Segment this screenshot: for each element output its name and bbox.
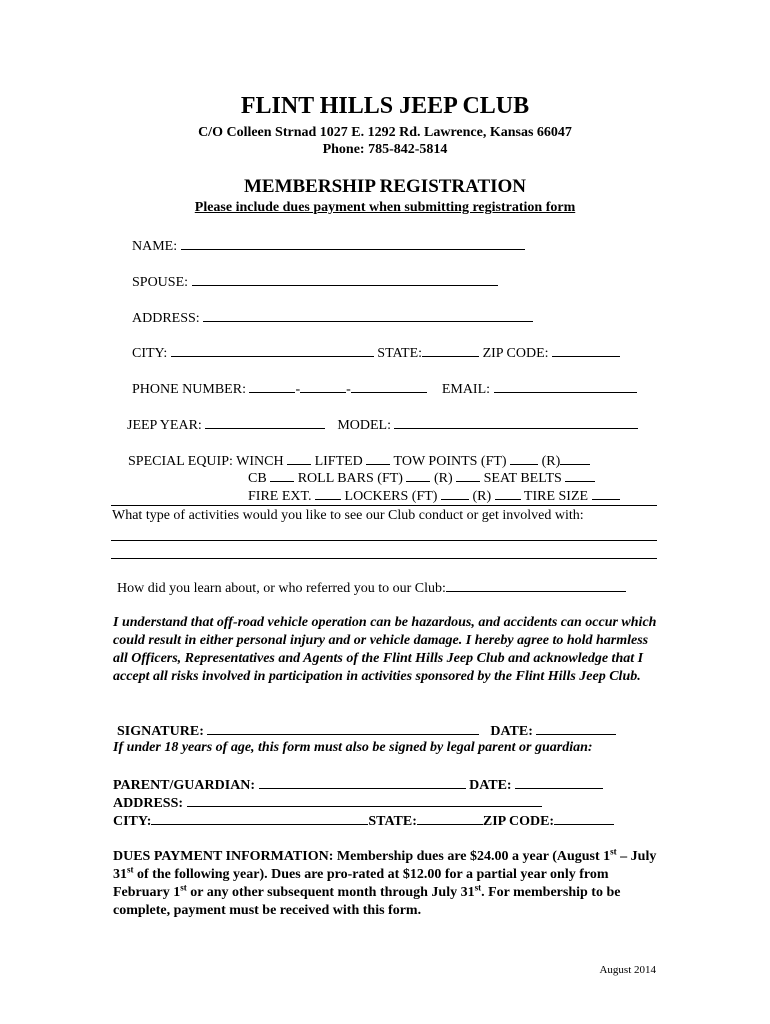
- guardian-state-label: STATE:: [368, 814, 417, 829]
- winch-label: WINCH: [236, 454, 284, 469]
- city-blank[interactable]: [171, 344, 374, 357]
- signature-label: SIGNATURE:: [117, 724, 204, 739]
- section-divider: [111, 505, 657, 506]
- model-blank[interactable]: [394, 416, 638, 429]
- spouse-row: [132, 273, 498, 291]
- minor-note: If under 18 years of age, this form must also be signed by legal parent or guardian:: [113, 740, 593, 755]
- club-phone: Phone: 785-842-5814: [322, 142, 448, 157]
- tow-points-rear-blank[interactable]: [560, 452, 590, 465]
- tire-size-label: TIRE SIZE: [523, 489, 589, 504]
- roll-bars-rear-blank[interactable]: [456, 469, 480, 482]
- jeep-year-blank[interactable]: [205, 416, 325, 429]
- guardian-blank[interactable]: [259, 776, 466, 789]
- phone-row: [132, 380, 637, 398]
- winch-blank[interactable]: [287, 452, 311, 465]
- lockers-rear-blank[interactable]: [495, 487, 521, 500]
- address-label: ADDRESS:: [132, 311, 200, 326]
- dues-text: or any other subsequent month through July 31: [186, 885, 475, 900]
- state-blank[interactable]: [422, 344, 479, 357]
- roll-bars-label: ROLL BARS (FT): [297, 471, 403, 486]
- jeep-row: [127, 416, 638, 434]
- name-blank[interactable]: [181, 237, 525, 250]
- form-title: MEMBERSHIP REGISTRATION: [243, 176, 527, 197]
- phone-line-blank[interactable]: [351, 380, 427, 393]
- lockers-front-blank[interactable]: [441, 487, 469, 500]
- guardian-zip-label: ZIP CODE:: [482, 814, 555, 829]
- equip-label: SPECIAL EQUIP:: [128, 454, 233, 469]
- guardian-address-blank[interactable]: [187, 794, 542, 807]
- referral-blank[interactable]: [446, 579, 626, 592]
- address-blank[interactable]: [203, 309, 533, 322]
- dues-text: – July 31: [113, 849, 657, 882]
- guardian-date-blank[interactable]: [515, 776, 603, 789]
- ordinal-suffix: st: [127, 864, 134, 875]
- zip-label: ZIP CODE:: [482, 346, 549, 361]
- guardian-row: [113, 776, 603, 794]
- guardian-date-label: DATE:: [469, 778, 512, 793]
- rear-label: (R): [472, 489, 492, 504]
- guardian-label: PARENT/GUARDIAN:: [113, 778, 256, 793]
- club-title: FLINT HILLS JEEP CLUB: [240, 93, 530, 119]
- city-label: CITY:: [132, 346, 168, 361]
- guardian-city-row: [113, 812, 614, 830]
- zip-blank[interactable]: [552, 344, 620, 357]
- lockers-label: LOCKERS (FT): [344, 489, 438, 504]
- dues-text: Membership dues are $24.00 a year (August 1: [336, 849, 611, 864]
- name-row: [132, 237, 525, 255]
- phone-area-blank[interactable]: [249, 380, 295, 393]
- jeep-year-label: JEEP YEAR:: [127, 418, 202, 433]
- model-label: MODEL:: [337, 418, 391, 433]
- signature-date-label: DATE:: [490, 724, 533, 739]
- guardian-state-blank[interactable]: [417, 812, 483, 825]
- ordinal-suffix: st: [474, 882, 482, 893]
- rear-label: (R): [433, 471, 453, 486]
- tow-points-front-blank[interactable]: [510, 452, 538, 465]
- dues-text: of the following year). Dues are pro-rated at $12.00 for a partial year only from February 1: [113, 867, 609, 900]
- guardian-city-label: CITY:: [113, 814, 152, 829]
- rear-label: (R): [541, 454, 561, 469]
- phone-separator: -: [295, 382, 301, 397]
- spouse-blank[interactable]: [192, 273, 498, 286]
- activities-line-2[interactable]: [111, 558, 657, 559]
- equip-row-3: [248, 487, 620, 505]
- signature-date-blank[interactable]: [536, 722, 616, 735]
- signature-row: [117, 722, 616, 740]
- guardian-zip-blank[interactable]: [554, 812, 614, 825]
- guardian-address-row: [113, 794, 542, 812]
- fire-ext-label: FIRE EXT.: [248, 489, 312, 504]
- phone-separator: -: [346, 382, 351, 397]
- dues-info: [113, 848, 658, 920]
- activities-question: What type of activities would you like to see our Club conduct or get involved with:: [112, 508, 584, 523]
- dues-text: . For membership to be complete, payment must be received with this form.: [113, 885, 621, 918]
- revision-date: August 2014: [599, 964, 656, 976]
- tire-size-blank[interactable]: [592, 487, 620, 500]
- ordinal-suffix: st: [610, 846, 617, 857]
- signature-blank[interactable]: [207, 722, 479, 735]
- state-label: STATE:: [377, 346, 423, 361]
- seat-belts-blank[interactable]: [565, 469, 595, 482]
- lifted-label: LIFTED: [314, 454, 363, 469]
- referral-row: [117, 579, 626, 597]
- club-address: C/O Colleen Strnad 1027 E. 1292 Rd. Lawrence, Kansas 66047: [198, 125, 572, 140]
- equip-row-2: [248, 469, 595, 487]
- dues-label: DUES PAYMENT INFORMATION:: [113, 849, 334, 864]
- address-row: [132, 309, 533, 327]
- guardian-city-blank[interactable]: [151, 812, 368, 825]
- roll-bars-front-blank[interactable]: [406, 469, 430, 482]
- lifted-blank[interactable]: [366, 452, 390, 465]
- name-label: NAME:: [132, 239, 178, 254]
- phone-prefix-blank[interactable]: [300, 380, 346, 393]
- waiver-text: I understand that off-road vehicle operation can be hazardous, and accidents can occur which could result in either personal injury and or vehicle damage. I hereby agree to hold harmless all Officers, Representatives and Agents of the Flint Hills Jeep Club and acknowledge that I accept all risks involved in participation in activities sponsored by the Flint Hills Jeep Club.: [113, 615, 657, 684]
- email-label: EMAIL:: [441, 382, 491, 397]
- seat-belts-label: SEAT BELTS: [483, 471, 562, 486]
- guardian-address-label: ADDRESS:: [113, 796, 184, 811]
- email-blank[interactable]: [494, 380, 637, 393]
- cb-blank[interactable]: [270, 469, 294, 482]
- cb-label: CB: [248, 471, 267, 486]
- phone-label: PHONE NUMBER:: [132, 382, 246, 397]
- spouse-label: SPOUSE:: [132, 275, 189, 290]
- tow-points-label: TOW POINTS (FT): [393, 454, 507, 469]
- referral-question: How did you learn about, or who referred you to our Club:: [117, 581, 446, 596]
- activities-line-1[interactable]: [111, 540, 657, 541]
- city-row: [132, 344, 620, 362]
- form-instruction: Please include dues payment when submitting registration form: [194, 200, 576, 215]
- ordinal-suffix: st: [180, 882, 187, 893]
- equip-row-1: [128, 452, 590, 470]
- fire-ext-blank[interactable]: [315, 487, 341, 500]
